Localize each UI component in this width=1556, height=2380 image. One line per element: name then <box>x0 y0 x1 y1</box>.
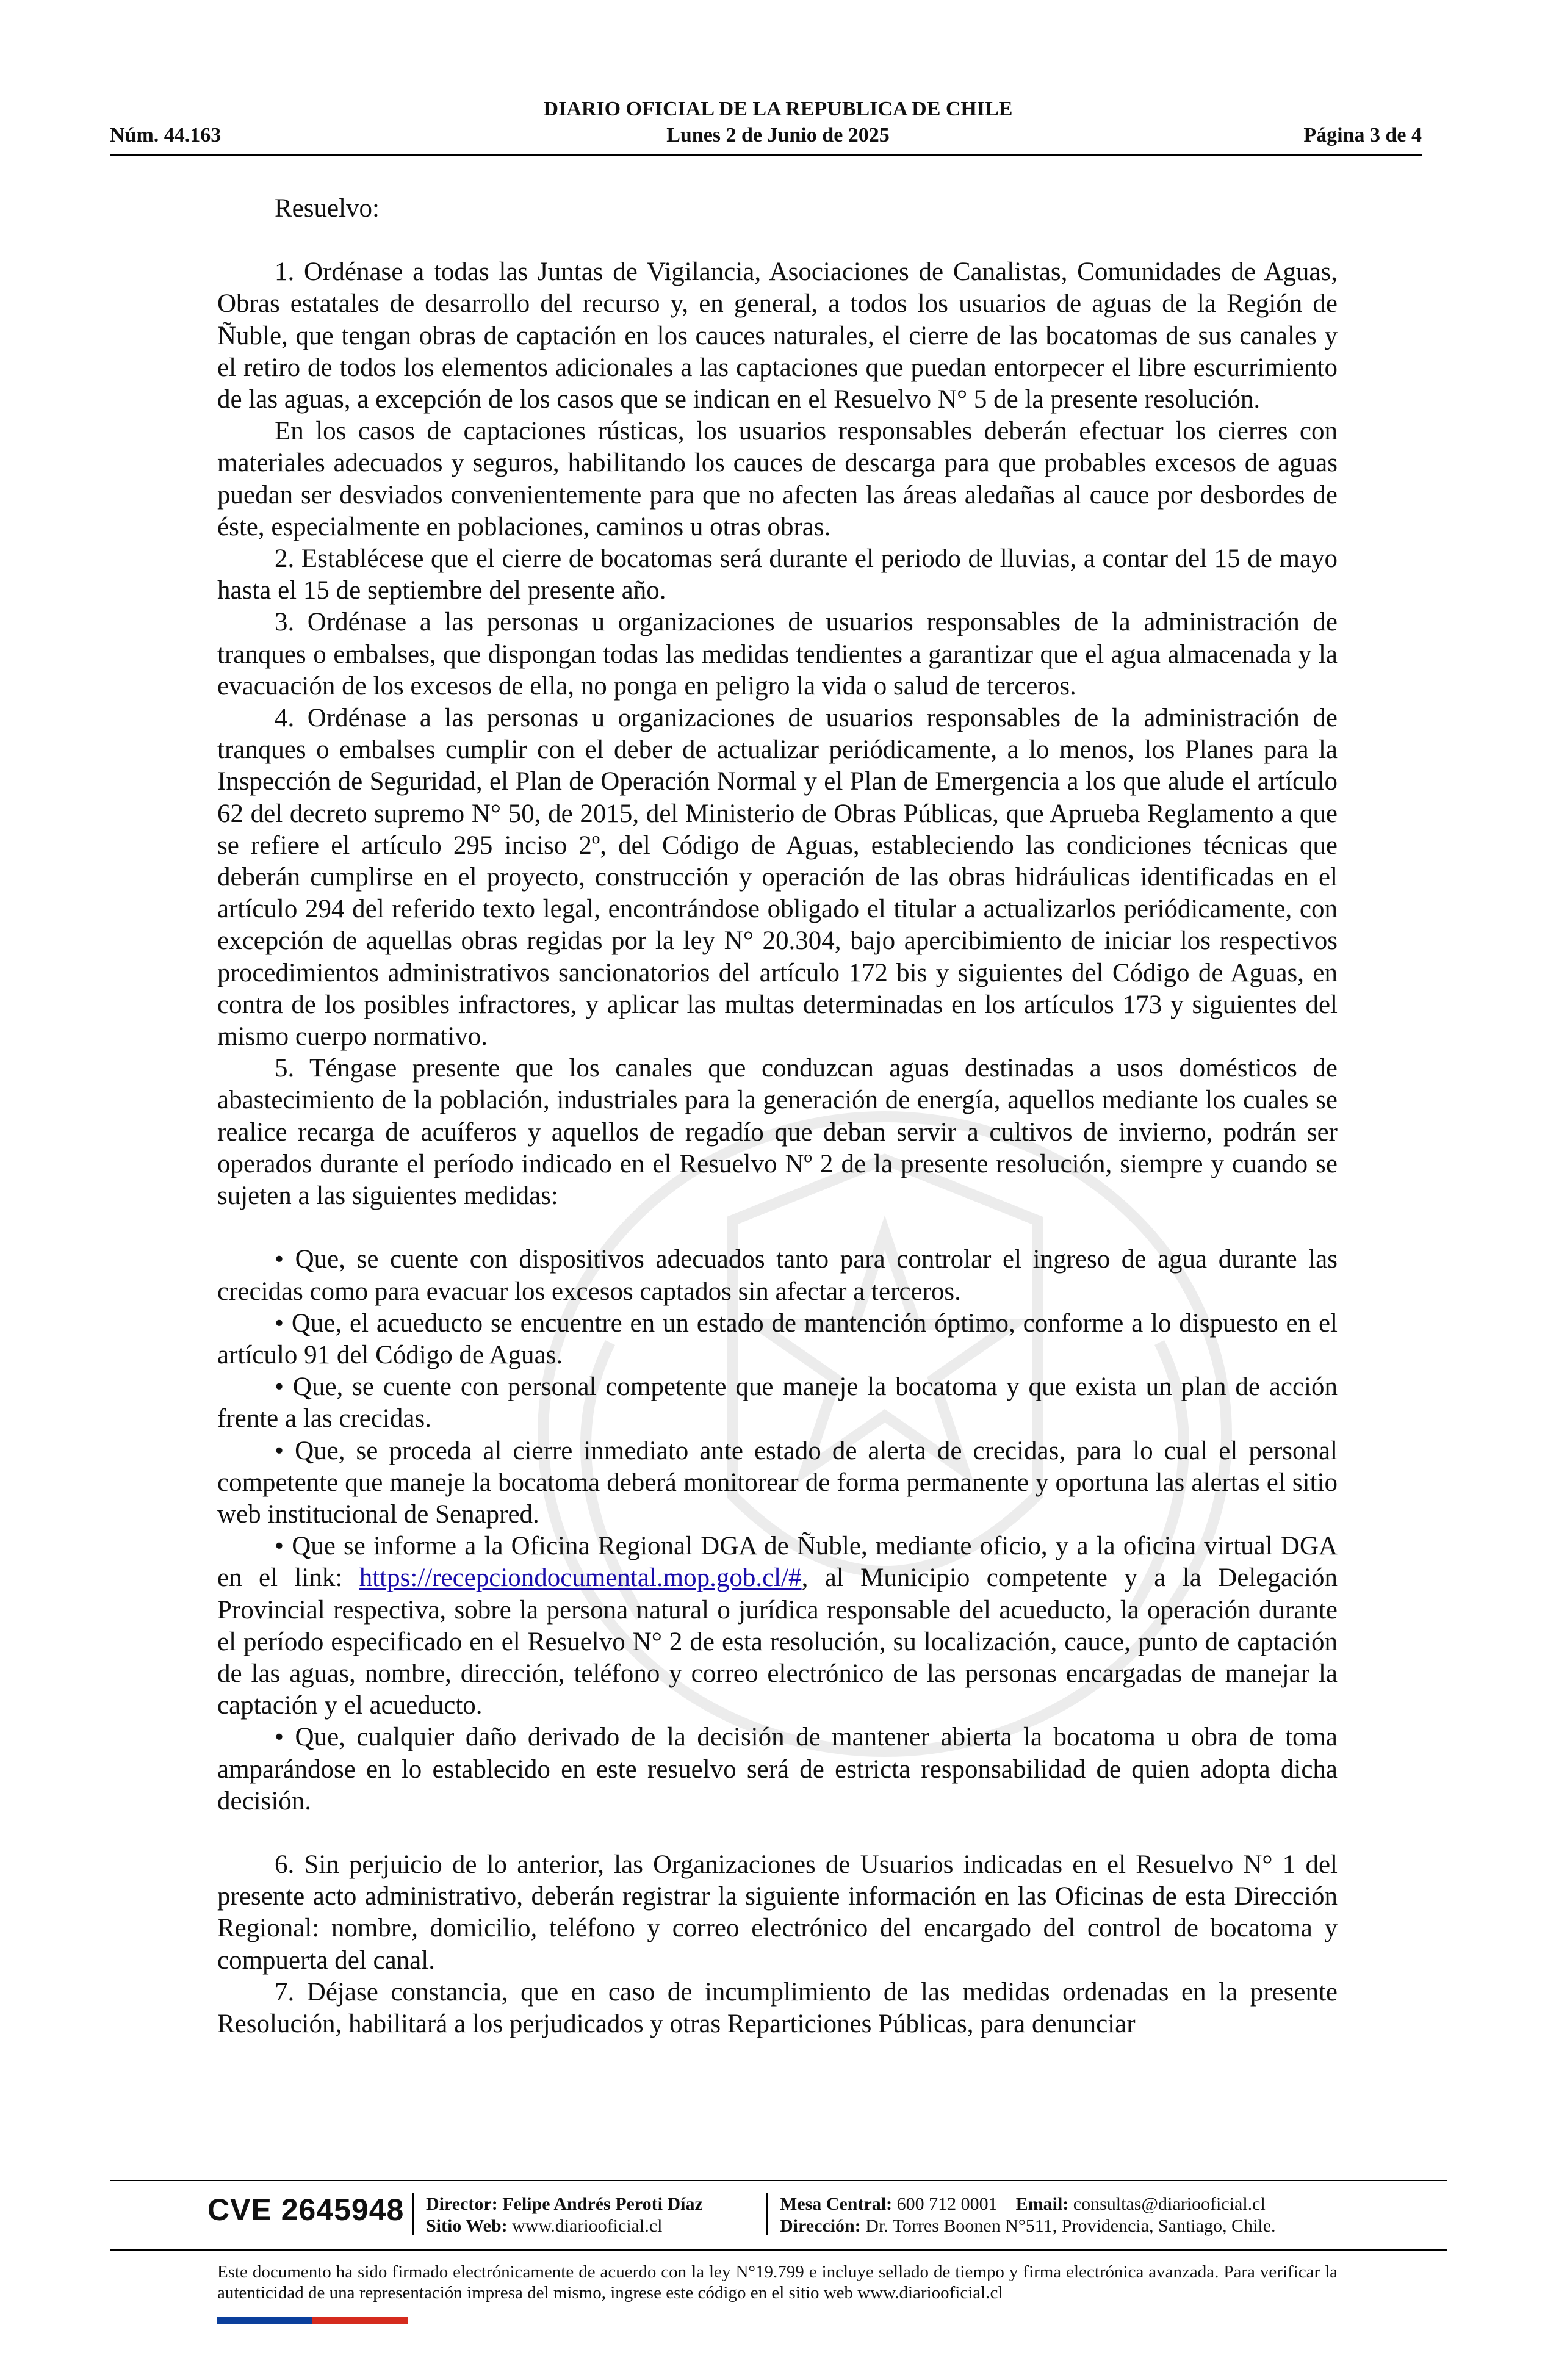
address-label: Dirección: <box>780 2216 861 2236</box>
bullet-informe-text-end: , al Municipio competente y a la Delegación Provincial respectiva, sobre la persona natural o jurídica responsable del acueducto, la operación durante el período especificado en el Resuelvo N° 2 de esta resolución, su localización, cauce, punto de captación de las aguas, nombre, dirección, teléfono y correo electrónico de las personas encargadas de manejar la captación y el acueducto. <box>217 1563 1338 1720</box>
website-label: Sitio Web: <box>426 2216 508 2236</box>
paragraph-resuelvo-1: 1. Ordénase a todas las Juntas de Vigilancia, Asociaciones de Canalistas, Comunidades de Aguas, Obras estatales de desarrollo del recurso y, en general, a todos los usuarios de aguas de la Región de Ñuble, que tengan obras de captación en los cauces naturales, el cierre de las bocatomas de sus canales y el retiro de todos los elementos adicionales a las captaciones que puedan entorpecer el libre escurrimiento de las aguas, a excepción de los casos que se indican en el Resuelvo N° 5 de la presente resolución. <box>217 258 1338 414</box>
paragraph-captaciones-rusticas: En los casos de captaciones rústicas, los usuarios responsables deberán efectuar los cierres con materiales adecuados y seguros, habilitando los cauces de descarga para que probables excesos de aguas puedan ser desviados convenientemente para que no afecten las áreas aledañas al cauce por desbordes de éste, especialmente en poblaciones, caminos u otras obras. <box>217 417 1338 541</box>
footer-divider-mid <box>110 2249 1447 2251</box>
flag-bar-blue <box>217 2317 312 2324</box>
bullet-dispositivos: • Que, se cuente con dispositivos adecuados tanto para controlar el ingreso de agua durante las crecidas como para evacuar los excesos captados sin afectar a terceros. <box>217 1245 1338 1306</box>
recepcion-documental-link[interactable]: https://recepciondocumental.mop.gob.cl/# <box>359 1563 802 1593</box>
paragraph-resuelvo-6: 6. Sin perjuicio de lo anterior, las Organizaciones de Usuarios indicadas en el Resuelvo N° 1 del presente acto administrativo, deberán registrar la siguiente información en las Oficinas de esta Dirección Regional: nombre, domicilio, teléfono y correo electrónico del encargado del control de bocatoma y compuerta del canal. <box>217 1850 1338 1975</box>
footer-separator-2 <box>766 2193 768 2235</box>
cve-code: CVE 2645948 <box>207 2193 405 2227</box>
website-value: www.diariooficial.cl <box>512 2216 663 2236</box>
flag-bar-red <box>312 2317 408 2324</box>
footer-separator-1 <box>412 2193 414 2235</box>
director-label: Director: <box>426 2194 498 2214</box>
bullet-informe-text-start: • Que se informe a la Oficina Regional DGA de Ñuble, mediante oficio, y a la oficina virtual DGA en el link: <box>217 1532 1338 1593</box>
section-heading: Resuelvo: <box>275 194 380 223</box>
issue-number: Núm. 44.163 <box>110 124 222 146</box>
director-name: Felipe Andrés Peroti Díaz <box>502 2194 703 2214</box>
bullet-informe <box>217 1531 1338 1722</box>
document-body <box>217 193 1338 2040</box>
electronic-signature-notice: Este documento ha sido firmado electrónicamente de acuerdo con la ley N°19.799 e incluye sellado de tiempo y firma electrónica avanzada. Para verificar la autenticidad de una representación impresa del mismo, ingrese este código en el sitio web www.diariooficial.cl <box>217 2262 1338 2302</box>
email-value: consultas@diariooficial.cl <box>1073 2194 1266 2214</box>
bullet-acueducto: • Que, el acueducto se encuentre en un estado de mantención óptimo, conforme a lo dispuesto en el artículo 91 del Código de Aguas. <box>217 1308 1338 1369</box>
paragraph-resuelvo-7: 7. Déjase constancia, que en caso de incumplimiento de las medidas ordenadas en la presente Resolución, habilitará a los perjudicados y otras Reparticiones Públicas, para denunciar <box>217 1977 1338 2038</box>
email-label: Email: <box>1015 2194 1069 2214</box>
bullet-personal: • Que, se cuente con personal competente que maneje la bocatoma y que exista un plan de acción frente a las crecidas. <box>217 1372 1338 1433</box>
footer-contact-block <box>780 2193 1276 2237</box>
bullet-responsabilidad: • Que, cualquier daño derivado de la decisión de mantener abierta la bocatoma u obra de toma amparándose en lo establecido en este resuelvo será de estricta responsabilidad de quien adopta dicha decisión. <box>217 1723 1338 1816</box>
newspaper-title: DIARIO OFICIAL DE LA REPUBLICA DE CHILE <box>543 98 1013 120</box>
bullet-cierre-inmediato: • Que, se proceda al cierre inmediato ante estado de alerta de crecidas, para lo cual el personal competente que maneje la bocatoma deberá monitorear de forma permanente y oportuna las alertas el sitio web institucional de Senapred. <box>217 1436 1338 1529</box>
paragraph-resuelvo-4: 4. Ordénase a las personas u organizaciones de usuarios responsables de la administración de tranques o embalses cumplir con el deber de actualizar periódicamente, a lo menos, los Planes para la Inspección de Seguridad, el Plan de Operación Normal y el Plan de Emergencia a los que alude el artículo 62 del decreto supremo N° 50, de 2015, del Ministerio de Obras Públicas, que Aprueba Reglamento a que se refiere el artículo 295 inciso 2º, del Código de Aguas, estableciendo las condiciones técnicas que deberán cumplirse en el proyecto, construcción y operación de las obras hidráulicas identificadas en el artículo 294 del referido texto legal, encontrándose obligado el titular a actualizarlos periódicamente, con excepción de aquellas obras regidas por la ley N° 20.304, bajo apercibimiento de iniciar los respectivos procedimientos administrativos sancionatorios del artículo 172 bis y siguientes del Código de Aguas, en contra de los posibles infractores, y aplicar las multas determinadas en los artículos 173 y siguientes del mismo cuerpo normativo. <box>217 704 1338 1051</box>
paragraph-resuelvo-5: 5. Téngase presente que los canales que conduzcan aguas destinadas a usos domésticos de abastecimiento de la población, industriales para la generación de energía, aquellos mediante los cuales se realice recarga de acuíferos y aquellos de regadío que deban servir a cultivos de invierno, podrán ser operados durante el período indicado en el Resuelvo Nº 2 de la presente resolución, siempre y cuando se sujeten a las siguientes medidas: <box>217 1054 1338 1211</box>
mesa-central-label: Mesa Central: <box>780 2194 893 2214</box>
paragraph-resuelvo-2: 2. Establécese que el cierre de bocatomas será durante el periodo de lluvias, a contar del 15 de mayo hasta el 15 de septiembre del presente año. <box>217 544 1338 605</box>
footer-director-block <box>426 2193 703 2237</box>
paragraph-resuelvo-3: 3. Ordénase a las personas u organizaciones de usuarios responsables de la administración de tranques o embalses, que dispongan todas las medidas tendientes a garantizar que el agua almacenada y la evacuación de los excesos de ella, no ponga en peligro la vida o salud de terceros. <box>217 608 1338 701</box>
header-divider <box>110 154 1422 156</box>
address-value: Dr. Torres Boonen N°511, Providencia, Santiago, Chile. <box>865 2216 1276 2236</box>
mesa-central-phone: 600 712 0001 <box>896 2194 998 2214</box>
page-indicator: Página 3 de 4 <box>1303 124 1422 146</box>
footer-divider-top <box>110 2180 1447 2181</box>
issue-date: Lunes 2 de Junio de 2025 <box>666 124 890 146</box>
